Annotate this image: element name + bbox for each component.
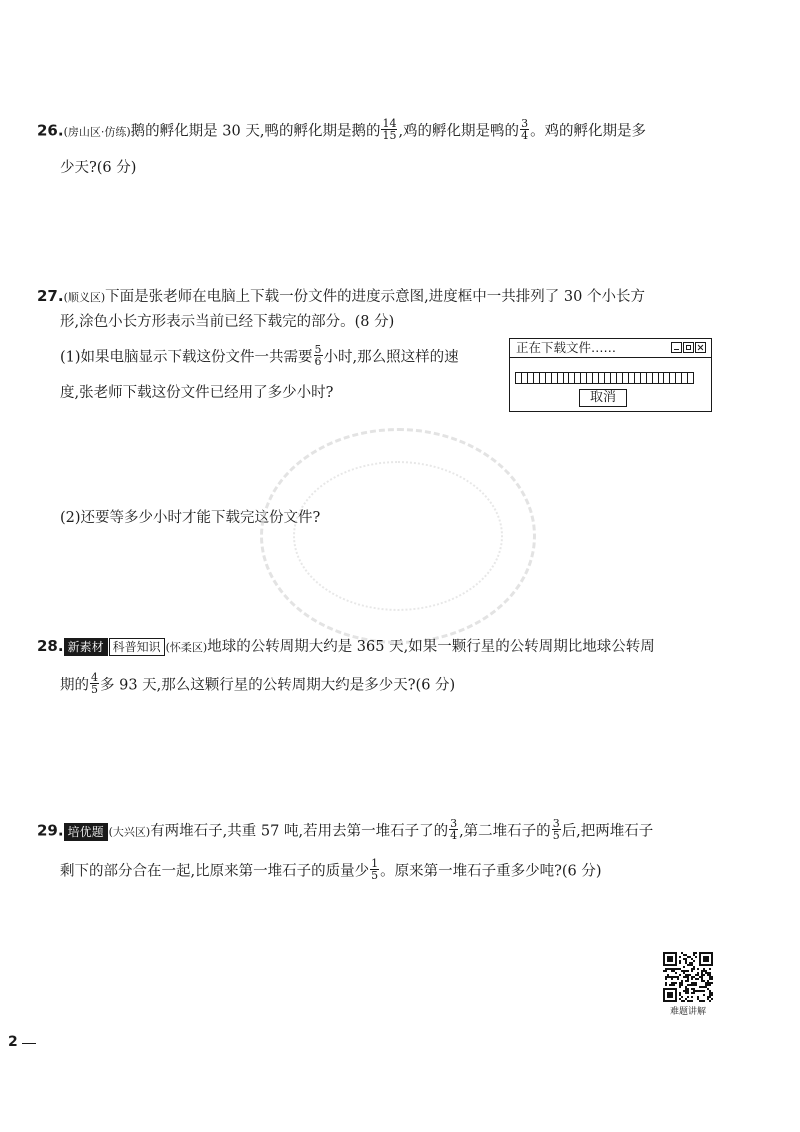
qr-module — [703, 968, 705, 970]
qr-module — [695, 978, 697, 980]
qr-module — [687, 964, 689, 966]
question-text: 度,张老师下载这份文件已经用了多少小时? — [60, 385, 334, 401]
qr-module — [665, 976, 667, 978]
qr-module — [671, 982, 673, 984]
qr-module — [667, 956, 673, 962]
qr-module — [703, 970, 705, 972]
qr-module — [711, 994, 713, 996]
qr-module — [683, 972, 685, 974]
qr-module — [701, 990, 703, 992]
qr-module — [665, 984, 667, 986]
qr-module — [667, 968, 669, 970]
qr-module — [709, 968, 711, 970]
qr-module — [681, 952, 683, 954]
question-source: (大兴区) — [108, 825, 151, 839]
question-text: 少天?(6 分) — [60, 160, 137, 176]
qr-module — [673, 968, 675, 970]
qr-module — [697, 998, 699, 1000]
qr-module — [703, 980, 705, 982]
qr-module — [707, 972, 709, 974]
qr-module — [689, 956, 691, 958]
qr-module — [709, 996, 711, 998]
fraction: $\frac{3}{4}$ — [521, 117, 529, 142]
qr-module — [685, 986, 687, 988]
question-28-line-1 — [37, 636, 655, 658]
qr-module — [711, 992, 713, 994]
qr-module — [685, 988, 687, 990]
question-number: 28. — [37, 637, 64, 655]
tag-science: 科普知识 — [109, 638, 165, 656]
question-text: 期的 — [60, 677, 89, 694]
qr-module — [681, 1000, 683, 1002]
qr-module — [709, 992, 711, 994]
qr-module — [691, 1000, 693, 1002]
question-number: 26. — [37, 121, 64, 140]
qr-module — [679, 974, 681, 976]
qr-module — [691, 996, 693, 998]
question-27-line-2 — [60, 312, 394, 332]
qr-module — [695, 956, 697, 958]
qr-module — [671, 970, 673, 972]
question-text: 剩下的部分合在一起,比原来第一堆石子的质量少 — [60, 863, 370, 880]
qr-module — [695, 952, 697, 954]
qr-module — [697, 968, 699, 970]
qr-module — [689, 1000, 691, 1002]
qr-module — [701, 972, 703, 974]
question-text: 小时,那么照这样的速 — [323, 349, 459, 366]
qr-module — [705, 972, 707, 974]
qr-module — [699, 990, 701, 992]
qr-module — [687, 988, 689, 990]
fraction: $\frac{5}{6}$ — [314, 343, 322, 368]
qr-module — [701, 970, 703, 972]
question-text: 多 93 天,那么这颗行星的公转周期大约是多少天?(6 分) — [100, 677, 456, 694]
qr-module — [703, 994, 705, 996]
qr-module — [671, 976, 673, 978]
qr-module — [709, 976, 711, 978]
question-26-line-2 — [60, 158, 136, 178]
qr-module — [701, 986, 703, 988]
qr-module — [683, 976, 685, 978]
qr-module — [687, 1000, 689, 1002]
question-text: 地球的公转周期大约是 365 天,如果一颗行星的公转周期比地球公转周 — [207, 639, 655, 655]
qr-module — [703, 990, 705, 992]
qr-module — [685, 980, 687, 982]
qr-module — [693, 990, 695, 992]
qr-module — [707, 982, 709, 984]
qr-module — [681, 984, 683, 986]
qr-module — [685, 962, 687, 964]
qr-module — [687, 976, 689, 978]
qr-module — [677, 978, 679, 980]
qr-module — [673, 982, 675, 984]
qr-module — [701, 978, 703, 980]
fraction: $\frac{3}{5}$ — [552, 817, 560, 842]
question-27-part-1-cont — [60, 383, 333, 403]
qr-module — [697, 990, 699, 992]
qr-module — [681, 980, 683, 982]
tag-advanced: 培优题 — [64, 823, 108, 841]
question-text: (1)如果电脑显示下载这份文件一共需要 — [60, 349, 313, 366]
qr-module — [689, 962, 691, 964]
qr-module — [695, 974, 697, 976]
qr-module — [677, 968, 679, 970]
qr-module — [707, 996, 709, 998]
qr-module — [675, 968, 677, 970]
fraction: $\frac{14}{15}$ — [382, 117, 397, 142]
question-source: (怀柔区) — [165, 641, 208, 654]
question-source: (房山区·仿练) — [63, 125, 131, 139]
qr-module — [679, 960, 681, 962]
qr-module — [679, 962, 681, 964]
qr-module — [689, 974, 691, 976]
qr-module — [711, 976, 713, 978]
qr-module — [703, 974, 705, 976]
qr-module — [691, 964, 693, 966]
qr-module — [707, 984, 709, 986]
qr-module — [699, 1000, 701, 1002]
qr-module — [705, 986, 707, 988]
fraction: $\frac{4}{5}$ — [91, 671, 98, 696]
qr-module — [685, 992, 687, 994]
qr-module — [707, 980, 709, 982]
qr-module — [709, 994, 711, 996]
question-text: 鹅的孵化期是 30 天,鸭的孵化期是鹅的 — [130, 123, 381, 140]
qr-module — [691, 962, 693, 964]
qr-module — [701, 976, 703, 978]
qr-module — [693, 954, 695, 956]
question-26-line-1 — [37, 117, 647, 143]
question-text: 后,把两堆石子 — [561, 823, 654, 840]
qr-module — [697, 996, 699, 998]
qr-module — [691, 970, 693, 972]
qr-module — [683, 1000, 685, 1002]
qr-module — [693, 966, 695, 968]
qr-module — [669, 968, 671, 970]
question-text: 下面是张老师在电脑上下载一份文件的进度示意图,进度框中一共排列了 30 个小长方 — [105, 289, 645, 305]
qr-module — [679, 992, 681, 994]
qr-module — [709, 974, 711, 976]
qr-module — [709, 978, 711, 980]
qr-module — [677, 976, 679, 978]
qr-module — [679, 984, 681, 986]
qr-module — [667, 976, 669, 978]
qr-module — [709, 990, 711, 992]
qr-module — [697, 972, 699, 974]
qr-module — [699, 986, 701, 988]
qr-module — [707, 998, 709, 1000]
qr-module — [691, 992, 693, 994]
qr-module — [685, 960, 687, 962]
fraction: $\frac{3}{4}$ — [450, 817, 458, 842]
page-number-dash — [22, 1043, 36, 1044]
qr-caption: 难题讲解 — [669, 1007, 706, 1017]
qr-module — [667, 974, 669, 976]
qr-module — [681, 982, 683, 984]
qr-module — [679, 998, 681, 1000]
progress-bar — [515, 372, 694, 384]
progress-segment — [688, 373, 693, 383]
qr-module — [699, 976, 701, 978]
qr-module — [709, 1000, 711, 1002]
question-number: 29. — [37, 821, 64, 840]
qr-module — [705, 982, 707, 984]
qr-module — [685, 970, 687, 972]
qr-module — [683, 966, 685, 968]
qr-module — [693, 960, 695, 962]
qr-module — [671, 968, 673, 970]
qr-module — [679, 968, 681, 970]
qr-module — [687, 996, 689, 998]
qr-module — [685, 954, 687, 956]
qr-module — [695, 990, 697, 992]
question-text: 有两堆石子,共重 57 吨,若用去第一堆石子了的 — [150, 823, 449, 840]
question-28-line-2 — [60, 671, 456, 697]
qr-module — [707, 988, 709, 990]
download-window — [509, 338, 712, 412]
qr-module — [681, 970, 683, 972]
qr-module — [667, 992, 673, 998]
stamp-watermark — [260, 428, 536, 644]
qr-module — [679, 986, 681, 988]
qr-module — [705, 970, 707, 972]
question-text: ,第二堆石子的 — [459, 823, 551, 840]
tag-new-material: 新素材 — [64, 638, 108, 656]
qr-module — [701, 980, 703, 982]
qr-module — [687, 978, 689, 980]
qr-module — [709, 982, 711, 984]
qr-module — [687, 956, 689, 958]
qr-code[interactable] — [663, 952, 713, 1002]
qr-module — [685, 958, 687, 960]
question-27-line-1 — [37, 286, 645, 308]
maximize-icon — [683, 342, 694, 353]
qr-module — [689, 984, 691, 986]
fraction: $\frac{1}{5}$ — [371, 857, 379, 882]
qr-module — [691, 976, 693, 978]
qr-module — [693, 968, 695, 970]
question-text: 形,涂色小长方形表示当前已经下载完的部分。(8 分) — [60, 314, 395, 330]
close-icon — [695, 342, 706, 353]
qr-module — [687, 980, 689, 982]
minimize-icon — [671, 342, 682, 353]
qr-module — [685, 974, 687, 976]
question-text: ,鸡的孵化期是鸭的 — [398, 123, 520, 140]
qr-module — [703, 986, 705, 988]
qr-module — [701, 1000, 703, 1002]
qr-module — [697, 974, 699, 976]
qr-module — [693, 988, 695, 990]
question-text: 。鸡的孵化期是多 — [530, 123, 647, 140]
qr-module — [695, 982, 697, 984]
qr-module — [687, 974, 689, 976]
qr-module — [665, 982, 667, 984]
qr-module — [679, 956, 681, 958]
window-title: 正在下载文件…… — [516, 340, 617, 355]
qr-module — [693, 992, 695, 994]
qr-module — [691, 988, 693, 990]
qr-module — [663, 970, 665, 972]
page-number: 2 — [8, 1034, 18, 1050]
qr-module — [679, 994, 681, 996]
question-source: (顺义区) — [63, 291, 106, 304]
question-27-part-1 — [60, 343, 459, 369]
qr-module — [691, 978, 693, 980]
qr-module — [709, 972, 711, 974]
qr-module — [669, 984, 671, 986]
qr-module — [703, 1000, 705, 1002]
qr-module — [707, 974, 709, 976]
qr-module — [665, 970, 667, 972]
qr-module — [683, 990, 685, 992]
qr-module — [685, 976, 687, 978]
question-text: (2)还要等多少小时才能下载完这份文件? — [60, 510, 321, 526]
qr-module — [683, 958, 685, 960]
qr-module — [675, 982, 677, 984]
qr-module — [691, 968, 693, 970]
qr-module — [685, 998, 687, 1000]
qr-module — [697, 978, 699, 980]
qr-module — [675, 972, 677, 974]
cancel-button: 取消 — [579, 389, 627, 407]
qr-module — [705, 984, 707, 986]
qr-module — [691, 984, 693, 986]
question-29-line-1 — [37, 817, 654, 843]
qr-module — [711, 998, 713, 1000]
qr-module — [703, 956, 709, 962]
qr-module — [687, 984, 689, 986]
qr-module — [685, 990, 687, 992]
qr-module — [673, 970, 675, 972]
qr-module — [675, 976, 677, 978]
qr-module — [679, 982, 681, 984]
qr-module — [691, 958, 693, 960]
window-title-bar — [510, 339, 711, 358]
qr-module — [665, 978, 667, 980]
qr-module — [689, 964, 691, 966]
qr-module — [693, 976, 695, 978]
qr-module — [687, 990, 689, 992]
question-29-line-2 — [60, 857, 602, 883]
qr-module — [665, 968, 667, 970]
qr-module — [693, 982, 695, 984]
qr-module — [693, 984, 695, 986]
qr-module — [693, 952, 695, 954]
qr-module — [701, 974, 703, 976]
qr-module — [709, 984, 711, 986]
qr-module — [711, 978, 713, 980]
window-controls — [671, 342, 706, 353]
qr-module — [683, 954, 685, 956]
question-number: 27. — [37, 287, 64, 305]
qr-module — [671, 978, 673, 980]
qr-module — [671, 984, 673, 986]
qr-module — [669, 976, 671, 978]
qr-module — [673, 976, 675, 978]
qr-module — [683, 970, 685, 972]
qr-module — [681, 996, 683, 998]
qr-module — [673, 984, 675, 986]
qr-module — [691, 982, 693, 984]
question-text: 。原来第一堆石子重多少吨?(6 分) — [380, 863, 602, 880]
qr-module — [711, 982, 713, 984]
qr-module — [687, 970, 689, 972]
qr-module — [687, 992, 689, 994]
qr-module — [695, 984, 697, 986]
